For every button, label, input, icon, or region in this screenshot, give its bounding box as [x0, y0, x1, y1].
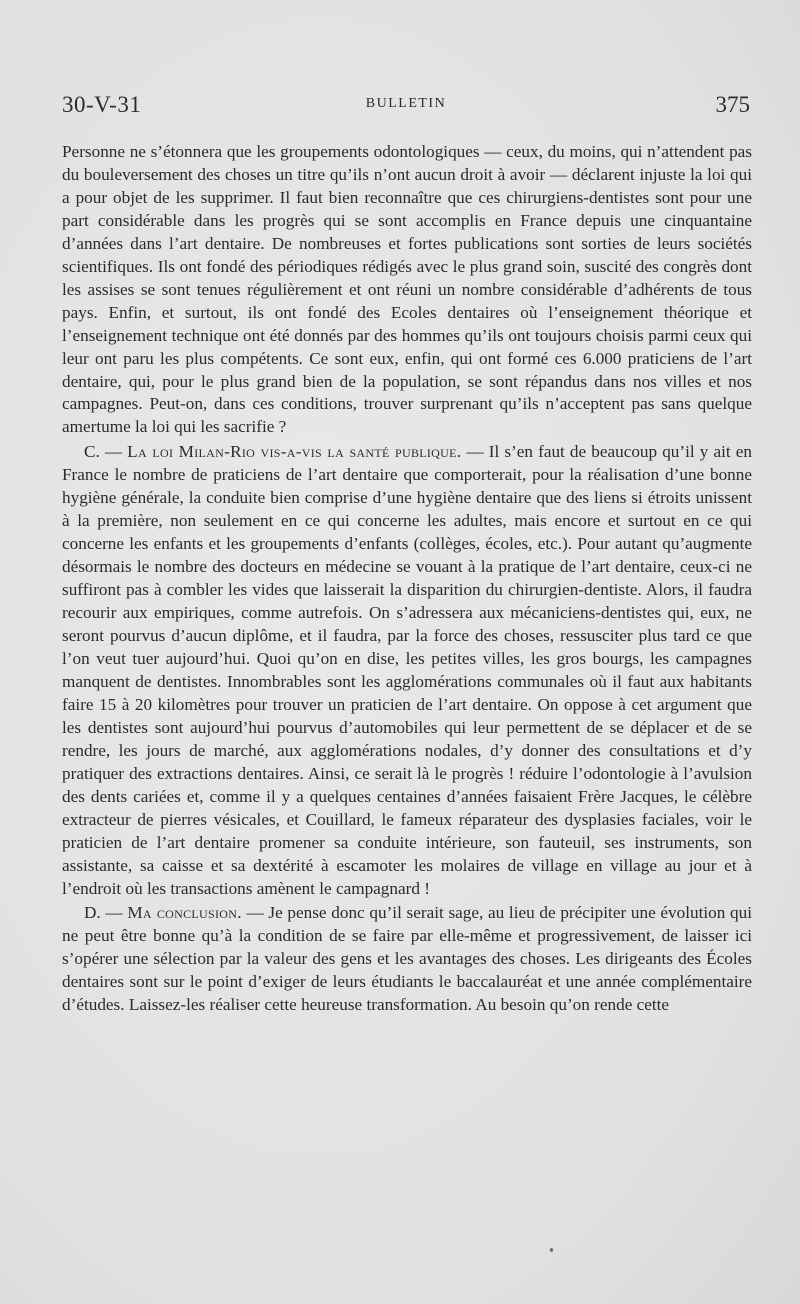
- body-text: [62, 141, 752, 1019]
- section-heading-d: Ma conclusion.: [127, 903, 242, 923]
- paragraph-1: Personne ne s’étonnera que les groupements odontologiques — ceux, du moins, qui n’attendent pas du bouleversement des choses un titre qu’ils n’ont aucun droit à avoir — déclarent injuste la loi qui a pour objet de les supprimer. Il faut bien reconnaître que ces chirurgiens-dentistes sont pour une part considérable dans les progrès qui se sont accomplis en France depuis une cinquantaine d’années dans l’art dentaire. De nombreuses et fortes publications sont sorties de leurs sociétés scientifiques. Ils ont fondé des périodiques rédigés avec le plus grand soin, suscité des congrès dont les assises se sont tenues régulièrement et ont réuni un nombre considérable d’adhérents de tous pays. Enfin, et surtout, ils ont fondé des Ecoles dentaires où l’enseignement théorique et l’enseignement technique ont été donnés par des hommes qu’ils ont toujours choisis parmi ceux qui leur ont paru les plus compétents. Ce sont eux, enfin, qui ont formé ces 6.000 praticiens de l’art dentaire, qui, pour le plus grand bien de la population, se sont répandus dans nos villes et nos campagnes. Peut-on, dans ces conditions, trouver surprenant qu’ils n’acceptent pas sans quelque amertume la loi qui les sacrifie ?: [62, 142, 752, 437]
- paragraph-2: [62, 441, 752, 900]
- section-label-c: C. —: [84, 442, 123, 462]
- ink-speck: [550, 1248, 553, 1252]
- header-date: 30-V-31: [62, 92, 142, 117]
- header-title: BULLETIN: [365, 96, 447, 111]
- page-number: 375: [715, 92, 750, 117]
- section-heading-c: La loi Milan-Rio vis-a-vis la santé publique.: [127, 442, 462, 462]
- section-body-c: — Il s’en faut de beaucoup qu’il y ait en France le nombre de praticiens de l’art dentaire que comporterait, pour la réalisation d’une bonne hygiène générale, la conduite bien comprise d’une hygiène dentaire que des liens si étroits unissent à la première, non seulement en ce qui concerne les adultes, mais encore et surtout en ce qui concerne les enfants et les groupements d’enfants (collèges, écoles, etc.). Pour autant qu’augmente désormais le nombre des docteurs en médecine se vouant à la pratique de l’art dentaire, ceux-ci ne suffiront pas à combler les vides que laisserait la disparition du chirurgien-dentiste. Alors, il faudra recourir aux empiriques, comme autrefois. On s’adressera aux mécaniciens-dentistes qui, eux, ne seront pourvus d’aucun diplôme, et il faudra, par la force des choses, ressusciter plus tard ce que l’on veut tuer aujourd’hui. Quoi qu’on en dise, les petites villes, les gros bourgs, les campagnes manquent de dentistes. Innombrables sont les agglomérations communales où il faut aux habitants faire 15 à 20 kilomètres pour trouver un praticien de l’art dentaire. On oppose à cet argument que les dentistes sont aujourd’hui pourvus d’automobiles qui leur permettent de se déplacer et de se rendre, les jours de marché, aux agglomérations nodales, d’y donner des consultations et d’y pratiquer des extractions dentaires. Ainsi, ce serait là le progrès ! réduire l’odontologie à l’avulsion des dents cariées et, comme il y a quelques centaines d’années faisaient Frère Jacques, le célèbre extracteur de pierres vésicales, et Couillard, le fameux réparateur des dysplasies faciales, voir le praticien de l’art dentaire promener sa conduite intérieure, son fauteuil, ses instruments, son assistante, sa caisse et sa dextérité à escamoter les molaires de village en village au jour et à l’endroit où les transactions amènent le campagnard !: [62, 442, 752, 898]
- section-body-d: — Je pense donc qu’il serait sage, au lieu de précipiter une évolution qui ne peut être bonne qu’à la condition de se faire par elle-même et progressivement, de laisser ici s’opérer une sélection par la valeur des gens et les avantages des choses. Les dirigeants des Écoles dentaires sont sur le point d’exiger de leurs étudiants le baccalauréat et une année complémentaire d’études. Laissez-les réaliser cette heureuse transformation. Au besoin qu’on rende cette: [62, 903, 752, 1015]
- page-header: [62, 92, 750, 122]
- paragraph-3: [62, 902, 752, 1017]
- section-label-d: D. —: [84, 903, 123, 923]
